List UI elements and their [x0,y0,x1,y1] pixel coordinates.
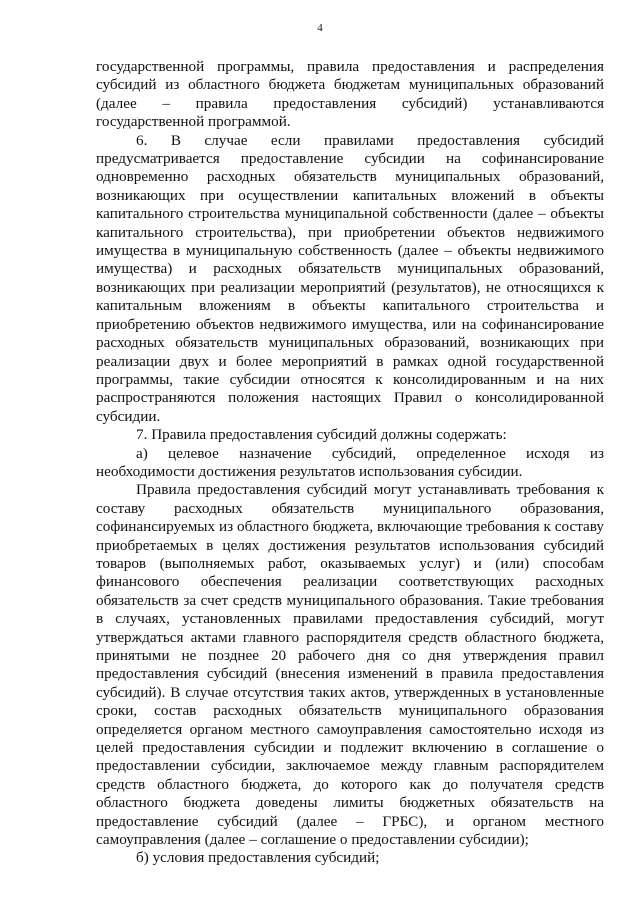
paragraph-subitem-a: а) целевое назначение субсидий, определенное исходя из необходимости достижения результатов использования субсидии. [96,444,604,480]
paragraph-requirements: Правила предоставления субсидий могут устанавливать требования к составу расходных обязательств муниципального образования, софинансируемых из областного бюджета, включающие требования к составу приобретаемых в целях достижения результатов использования субсидий товаров (выполняемых работ, оказываемых услуг) и (или) способам финансового обеспечения реализации соответствующих расходных обязательств за счет средств муниципального образования. Такие требования в случаях, установленных правилами предоставления субсидий, могут утверждаться актами главного распорядителя средств областного бюджета, принятыми не позднее 20 рабочего дня со дня утверждения правил предоставления субсидий (внесения изменений в правила предоставления субсидий). В случае отсутствия таких актов, утвержденных в установленные сроки, состав расходных обязательств муниципального образования определяется органом местного самоуправления самостоятельно исходя из целей предоставления субсидии и подлежит включению в соглашение о предоставлении субсидии, заключаемое между главным распорядителем средств областного бюджета, до которого как до получателя средств областного бюджета доведены лимиты бюджетных обязательств на предоставление субсидий (далее – ГРБС), и органом местного самоуправления (далее – соглашение о предоставлении субсидии); [96,481,604,849]
paragraph-item-6: 6. В случае если правилами предоставления субсидий предусматривается предоставление субсидии на софинансирование одновременно расходных обязательств муниципальных образований, возникающих при осуществлении капитальных вложений в объекты капитального строительства муниципальной собственности (далее – объекты капитального строительства), при приобретении объектов недвижимого имущества в муниципальную собственность (далее – объекты недвижимого имущества) и расходных обязательств муниципальных образований, возникающих при реализации мероприятий (результатов), не относящихся к капитальным вложениям в объекты капитального строительства и приобретению объектов недвижимого имущества, или на софинансирование расходных обязательств муниципальных образований, возникающих при реализации двух и более мероприятий в рамках одной государственной программы, такие субсидии относятся к консолидированным и на них распространяются положения настоящих Правил о консолидированной субсидии. [96,131,604,425]
paragraph-continuation: государственной программы, правила предоставления и распределения субсидий из областного бюджета бюджетам муниципальных образований (далее – правила предоставления субсидий) устанавливаются государственной программой. [96,58,604,131]
page-number: 4 [317,22,323,34]
document-body [96,58,604,868]
paragraph-subitem-b: б) условия предоставления субсидий; [136,849,380,867]
paragraph-item-7: 7. Правила предоставления субсидий должны содержать: [136,426,507,444]
